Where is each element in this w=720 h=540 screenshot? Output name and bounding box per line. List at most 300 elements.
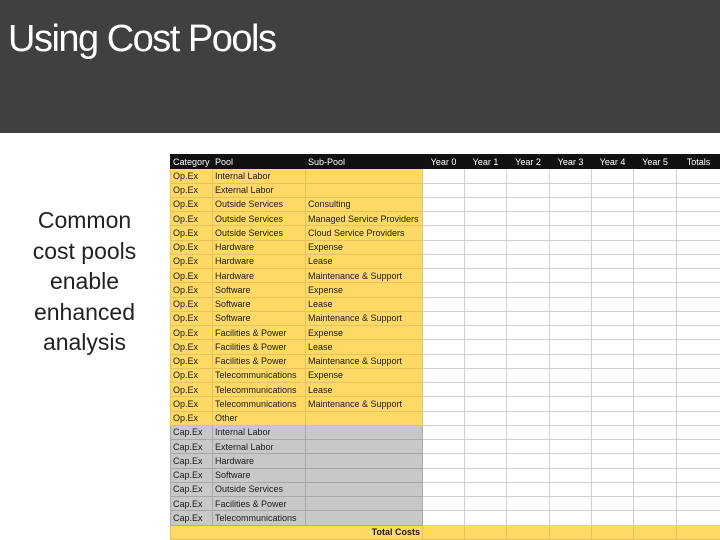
year-value-cell: [592, 383, 634, 397]
year-value-cell: [592, 482, 634, 496]
table-row: [171, 440, 720, 454]
year-value-cell: [423, 254, 465, 268]
year-value-cell: [592, 183, 634, 197]
year-value-cell: [465, 212, 507, 226]
year-value-cell: [592, 497, 634, 511]
table-row: [171, 354, 720, 368]
year-value-cell: [592, 197, 634, 211]
year-value-cell: [550, 411, 592, 425]
header-year-2: Year 2: [507, 155, 550, 169]
category-cell: Op.Ex: [171, 368, 213, 382]
category-cell: Op.Ex: [171, 283, 213, 297]
year-value-cell: [634, 183, 677, 197]
pool-cell: Facilities & Power: [213, 326, 306, 340]
year-value-cell: [550, 169, 592, 183]
year-value-cell: [423, 212, 465, 226]
year-value-cell: [507, 511, 550, 525]
year-value-cell: [550, 354, 592, 368]
subpool-cell: Consulting: [306, 197, 423, 211]
year-value-cell: [550, 311, 592, 325]
year-value-cell: [592, 169, 634, 183]
year-value-cell: [592, 326, 634, 340]
subpool-cell: Maintenance & Support: [306, 269, 423, 283]
category-cell: Cap.Ex: [171, 454, 213, 468]
pool-cell: External Labor: [213, 440, 306, 454]
pool-cell: Facilities & Power: [213, 354, 306, 368]
subpool-cell: Maintenance & Support: [306, 397, 423, 411]
category-cell: Op.Ex: [171, 269, 213, 283]
total-value-cell: [550, 525, 592, 539]
year-value-cell: [550, 425, 592, 439]
year-value-cell: [507, 425, 550, 439]
year-value-cell: [550, 497, 592, 511]
year-value-cell: [550, 383, 592, 397]
year-value-cell: [592, 254, 634, 268]
subpool-cell: Expense: [306, 283, 423, 297]
year-value-cell: [465, 482, 507, 496]
year-value-cell: [423, 368, 465, 382]
pool-cell: Hardware: [213, 269, 306, 283]
header-subpool: Sub-Pool: [306, 155, 423, 169]
year-value-cell: [677, 482, 720, 496]
year-value-cell: [592, 240, 634, 254]
year-value-cell: [465, 411, 507, 425]
year-value-cell: [592, 511, 634, 525]
year-value-cell: [634, 440, 677, 454]
year-value-cell: [592, 212, 634, 226]
total-value-cell: [465, 525, 507, 539]
table-row: [171, 283, 720, 297]
year-value-cell: [507, 468, 550, 482]
year-value-cell: [592, 397, 634, 411]
year-value-cell: [677, 197, 720, 211]
year-value-cell: [592, 269, 634, 283]
category-cell: Op.Ex: [171, 197, 213, 211]
year-value-cell: [507, 311, 550, 325]
year-value-cell: [550, 297, 592, 311]
year-value-cell: [550, 326, 592, 340]
pool-cell: External Labor: [213, 183, 306, 197]
category-cell: Op.Ex: [171, 340, 213, 354]
year-value-cell: [507, 183, 550, 197]
table-row: [171, 411, 720, 425]
year-value-cell: [677, 440, 720, 454]
year-value-cell: [550, 440, 592, 454]
pool-cell: Outside Services: [213, 197, 306, 211]
pool-cell: Hardware: [213, 454, 306, 468]
year-value-cell: [634, 511, 677, 525]
year-value-cell: [465, 397, 507, 411]
year-value-cell: [634, 368, 677, 382]
slide-title: Using Cost Pools: [8, 18, 276, 60]
year-value-cell: [634, 454, 677, 468]
year-value-cell: [423, 497, 465, 511]
table-row: [171, 212, 720, 226]
year-value-cell: [550, 468, 592, 482]
subpool-cell: Lease: [306, 254, 423, 268]
year-value-cell: [592, 368, 634, 382]
header-year-1: Year 1: [465, 155, 507, 169]
year-value-cell: [423, 383, 465, 397]
category-cell: Op.Ex: [171, 240, 213, 254]
side-caption: [18, 205, 151, 358]
subpool-cell: [306, 511, 423, 525]
year-value-cell: [550, 368, 592, 382]
cost-pool-rows: [171, 169, 720, 540]
year-value-cell: [634, 425, 677, 439]
year-value-cell: [465, 425, 507, 439]
subpool-cell: [306, 169, 423, 183]
year-value-cell: [550, 269, 592, 283]
year-value-cell: [507, 240, 550, 254]
pool-cell: Other: [213, 411, 306, 425]
subpool-cell: Lease: [306, 297, 423, 311]
year-value-cell: [423, 240, 465, 254]
year-value-cell: [423, 397, 465, 411]
year-value-cell: [423, 440, 465, 454]
side-caption-line: analysis: [42, 329, 127, 355]
table-row: [171, 383, 720, 397]
year-value-cell: [507, 497, 550, 511]
year-value-cell: [550, 340, 592, 354]
table-row: [171, 482, 720, 496]
year-value-cell: [677, 311, 720, 325]
subpool-cell: [306, 440, 423, 454]
side-caption-line: Common: [37, 207, 132, 233]
category-cell: Op.Ex: [171, 326, 213, 340]
header-pool: Pool: [213, 155, 306, 169]
year-value-cell: [592, 440, 634, 454]
header-totals: Totals: [677, 155, 720, 169]
year-value-cell: [677, 511, 720, 525]
table-row: [171, 240, 720, 254]
year-value-cell: [507, 326, 550, 340]
total-row: [171, 525, 720, 539]
category-cell: Op.Ex: [171, 226, 213, 240]
year-value-cell: [550, 226, 592, 240]
table-row: [171, 226, 720, 240]
header-year-5: Year 5: [634, 155, 677, 169]
table-row: [171, 397, 720, 411]
year-value-cell: [507, 169, 550, 183]
year-value-cell: [550, 482, 592, 496]
year-value-cell: [423, 425, 465, 439]
pool-cell: Software: [213, 283, 306, 297]
header-row: [171, 155, 720, 169]
header-year-4: Year 4: [592, 155, 634, 169]
table-row: [171, 468, 720, 482]
year-value-cell: [677, 226, 720, 240]
year-value-cell: [634, 212, 677, 226]
year-value-cell: [465, 454, 507, 468]
year-value-cell: [465, 354, 507, 368]
total-value-cell: [507, 525, 550, 539]
header-year-0: Year 0: [423, 155, 465, 169]
pool-cell: Telecommunications: [213, 511, 306, 525]
pool-cell: Outside Services: [213, 482, 306, 496]
year-value-cell: [550, 511, 592, 525]
year-value-cell: [634, 269, 677, 283]
year-value-cell: [550, 454, 592, 468]
total-value-cell: [677, 525, 720, 539]
year-value-cell: [423, 411, 465, 425]
year-value-cell: [507, 269, 550, 283]
subpool-cell: Cloud Service Providers: [306, 226, 423, 240]
year-value-cell: [423, 511, 465, 525]
year-value-cell: [592, 283, 634, 297]
year-value-cell: [634, 169, 677, 183]
table-row: [171, 197, 720, 211]
pool-cell: Telecommunications: [213, 397, 306, 411]
year-value-cell: [507, 212, 550, 226]
year-value-cell: [634, 497, 677, 511]
table-row: [171, 326, 720, 340]
subpool-cell: Expense: [306, 368, 423, 382]
pool-cell: Hardware: [213, 240, 306, 254]
year-value-cell: [634, 468, 677, 482]
side-caption-line: enable: [49, 268, 120, 294]
year-value-cell: [677, 169, 720, 183]
year-value-cell: [550, 197, 592, 211]
year-value-cell: [507, 354, 550, 368]
year-value-cell: [634, 354, 677, 368]
year-value-cell: [423, 183, 465, 197]
year-value-cell: [423, 311, 465, 325]
category-cell: Op.Ex: [171, 383, 213, 397]
table-row: [171, 368, 720, 382]
year-value-cell: [507, 411, 550, 425]
table-row: [171, 269, 720, 283]
year-value-cell: [677, 340, 720, 354]
year-value-cell: [677, 411, 720, 425]
year-value-cell: [465, 269, 507, 283]
pool-cell: Software: [213, 311, 306, 325]
year-value-cell: [677, 212, 720, 226]
total-value-cell: [423, 525, 465, 539]
year-value-cell: [592, 311, 634, 325]
year-value-cell: [465, 169, 507, 183]
year-value-cell: [465, 440, 507, 454]
year-value-cell: [423, 454, 465, 468]
table-row: [171, 169, 720, 183]
year-value-cell: [423, 482, 465, 496]
year-value-cell: [592, 454, 634, 468]
pool-cell: Software: [213, 468, 306, 482]
pool-cell: Facilities & Power: [213, 497, 306, 511]
category-cell: Cap.Ex: [171, 425, 213, 439]
cost-pool-table: [170, 154, 720, 540]
pool-cell: Telecommunications: [213, 368, 306, 382]
year-value-cell: [634, 411, 677, 425]
year-value-cell: [592, 354, 634, 368]
year-value-cell: [507, 226, 550, 240]
year-value-cell: [677, 368, 720, 382]
subpool-cell: [306, 468, 423, 482]
year-value-cell: [592, 411, 634, 425]
category-cell: Cap.Ex: [171, 497, 213, 511]
pool-cell: Telecommunications: [213, 383, 306, 397]
year-value-cell: [423, 269, 465, 283]
year-value-cell: [677, 354, 720, 368]
year-value-cell: [465, 468, 507, 482]
year-value-cell: [465, 383, 507, 397]
year-value-cell: [634, 254, 677, 268]
year-value-cell: [634, 197, 677, 211]
subpool-cell: Expense: [306, 326, 423, 340]
category-cell: Op.Ex: [171, 254, 213, 268]
year-value-cell: [465, 511, 507, 525]
subpool-cell: [306, 425, 423, 439]
year-value-cell: [465, 197, 507, 211]
year-value-cell: [592, 226, 634, 240]
pool-cell: Software: [213, 297, 306, 311]
table-row: [171, 511, 720, 525]
year-value-cell: [677, 326, 720, 340]
year-value-cell: [634, 340, 677, 354]
year-value-cell: [507, 340, 550, 354]
year-value-cell: [677, 383, 720, 397]
category-cell: Op.Ex: [171, 411, 213, 425]
year-value-cell: [423, 326, 465, 340]
subpool-cell: Maintenance & Support: [306, 311, 423, 325]
total-costs-label: Total Costs: [171, 525, 423, 539]
year-value-cell: [592, 468, 634, 482]
year-value-cell: [677, 283, 720, 297]
total-value-cell: [634, 525, 677, 539]
subpool-cell: Lease: [306, 340, 423, 354]
category-cell: Cap.Ex: [171, 468, 213, 482]
title-bar: [0, 0, 720, 133]
year-value-cell: [550, 212, 592, 226]
year-value-cell: [677, 468, 720, 482]
year-value-cell: [465, 311, 507, 325]
pool-cell: Internal Labor: [213, 169, 306, 183]
table-row: [171, 254, 720, 268]
year-value-cell: [550, 183, 592, 197]
subpool-cell: [306, 497, 423, 511]
year-value-cell: [677, 269, 720, 283]
year-value-cell: [634, 383, 677, 397]
year-value-cell: [677, 240, 720, 254]
year-value-cell: [465, 326, 507, 340]
subpool-cell: Maintenance & Support: [306, 354, 423, 368]
year-value-cell: [423, 283, 465, 297]
year-value-cell: [507, 482, 550, 496]
category-cell: Op.Ex: [171, 397, 213, 411]
year-value-cell: [592, 297, 634, 311]
category-cell: Op.Ex: [171, 169, 213, 183]
pool-cell: Internal Labor: [213, 425, 306, 439]
header-category: Category: [171, 155, 213, 169]
year-value-cell: [423, 226, 465, 240]
category-cell: Op.Ex: [171, 354, 213, 368]
category-cell: Cap.Ex: [171, 511, 213, 525]
year-value-cell: [423, 340, 465, 354]
year-value-cell: [423, 297, 465, 311]
year-value-cell: [677, 425, 720, 439]
category-cell: Op.Ex: [171, 311, 213, 325]
year-value-cell: [677, 497, 720, 511]
year-value-cell: [465, 226, 507, 240]
year-value-cell: [507, 297, 550, 311]
year-value-cell: [423, 169, 465, 183]
year-value-cell: [507, 397, 550, 411]
year-value-cell: [507, 283, 550, 297]
subpool-cell: Managed Service Providers: [306, 212, 423, 226]
header-year-3: Year 3: [550, 155, 592, 169]
year-value-cell: [550, 283, 592, 297]
year-value-cell: [465, 240, 507, 254]
table-row: [171, 297, 720, 311]
pool-cell: Facilities & Power: [213, 340, 306, 354]
side-caption-line: cost pools: [32, 237, 137, 264]
year-value-cell: [465, 368, 507, 382]
year-value-cell: [550, 240, 592, 254]
table-row: [171, 454, 720, 468]
year-value-cell: [677, 454, 720, 468]
subpool-cell: [306, 454, 423, 468]
category-cell: Op.Ex: [171, 183, 213, 197]
year-value-cell: [423, 468, 465, 482]
category-cell: Cap.Ex: [171, 440, 213, 454]
year-value-cell: [592, 425, 634, 439]
subpool-cell: [306, 411, 423, 425]
year-value-cell: [677, 183, 720, 197]
year-value-cell: [465, 497, 507, 511]
total-value-cell: [592, 525, 634, 539]
category-cell: Op.Ex: [171, 297, 213, 311]
subpool-cell: [306, 183, 423, 197]
year-value-cell: [634, 226, 677, 240]
year-value-cell: [634, 283, 677, 297]
year-value-cell: [507, 197, 550, 211]
year-value-cell: [507, 368, 550, 382]
year-value-cell: [634, 326, 677, 340]
year-value-cell: [465, 340, 507, 354]
year-value-cell: [634, 311, 677, 325]
year-value-cell: [592, 340, 634, 354]
year-value-cell: [507, 254, 550, 268]
category-cell: Op.Ex: [171, 212, 213, 226]
year-value-cell: [550, 397, 592, 411]
year-value-cell: [677, 297, 720, 311]
year-value-cell: [423, 354, 465, 368]
category-cell: Cap.Ex: [171, 482, 213, 496]
year-value-cell: [634, 240, 677, 254]
year-value-cell: [465, 254, 507, 268]
year-value-cell: [465, 297, 507, 311]
year-value-cell: [634, 297, 677, 311]
year-value-cell: [677, 254, 720, 268]
year-value-cell: [550, 254, 592, 268]
table-row: [171, 340, 720, 354]
year-value-cell: [423, 197, 465, 211]
year-value-cell: [465, 283, 507, 297]
year-value-cell: [677, 397, 720, 411]
table-row: [171, 425, 720, 439]
year-value-cell: [634, 397, 677, 411]
year-value-cell: [507, 383, 550, 397]
table-row: [171, 497, 720, 511]
subpool-cell: [306, 482, 423, 496]
table-row: [171, 183, 720, 197]
side-caption-line: enhanced: [33, 298, 136, 325]
pool-cell: Hardware: [213, 254, 306, 268]
year-value-cell: [507, 454, 550, 468]
subpool-cell: Lease: [306, 383, 423, 397]
year-value-cell: [507, 440, 550, 454]
year-value-cell: [634, 482, 677, 496]
